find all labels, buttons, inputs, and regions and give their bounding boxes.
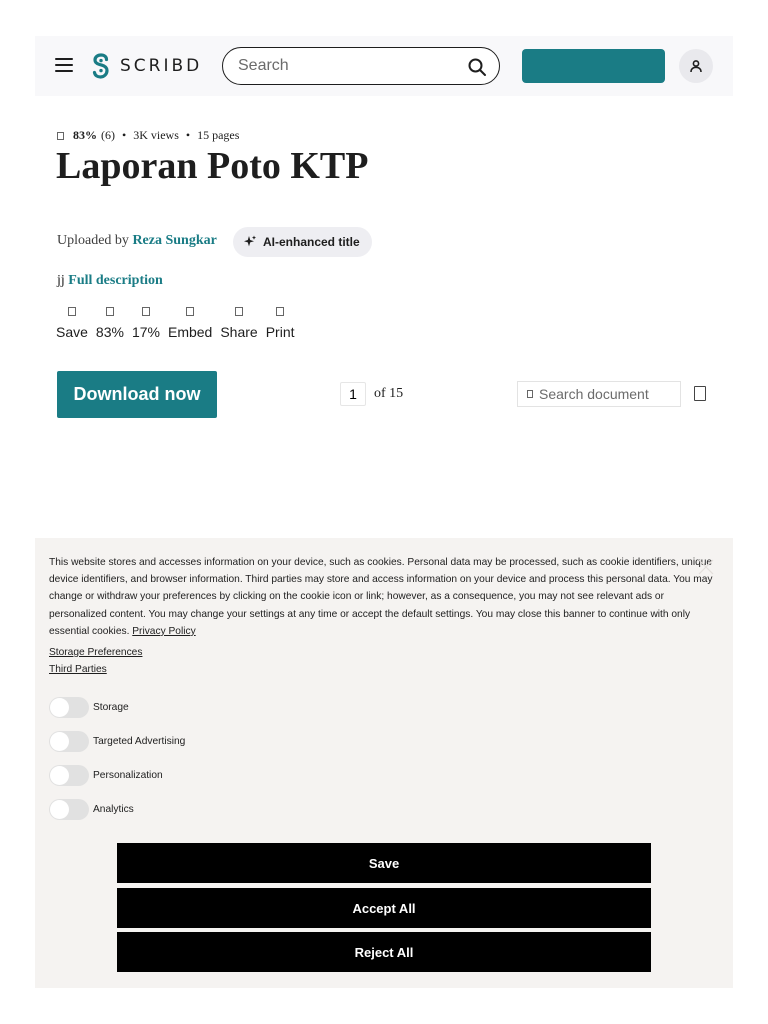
personalization-toggle-label: Personalization <box>93 770 163 781</box>
save-action-label: Save <box>56 324 88 340</box>
rating-icon <box>57 132 64 140</box>
targeted-advertising-toggle-row <box>49 731 185 752</box>
site-search[interactable] <box>222 47 500 85</box>
share-action[interactable] <box>220 307 257 340</box>
search-document-icon <box>527 390 533 398</box>
rating-count: (6) <box>101 128 115 142</box>
page-number-input[interactable] <box>340 382 366 406</box>
scribd-logo-icon <box>91 53 111 79</box>
thumbs-down-icon <box>142 307 150 316</box>
ai-enhanced-badge[interactable] <box>233 227 372 257</box>
share-icon <box>235 307 243 316</box>
targeted-advertising-toggle[interactable] <box>49 731 89 752</box>
uploader-line <box>57 233 217 249</box>
analytics-toggle-row <box>49 799 134 820</box>
storage-preferences-link[interactable]: Storage Preferences <box>49 647 143 658</box>
embed-icon <box>186 307 194 316</box>
bookmark-icon <box>68 307 76 316</box>
upvote-action[interactable] <box>96 307 124 340</box>
user-account-button[interactable] <box>679 49 713 83</box>
reject-all-button[interactable]: Reject All <box>117 932 651 972</box>
site-search-input[interactable] <box>238 57 458 75</box>
document-title: Laporan Poto KTP <box>56 145 369 187</box>
save-action[interactable] <box>56 307 88 340</box>
upvote-action-label: 83% <box>95 324 124 340</box>
sparkle-icon <box>243 235 257 249</box>
user-icon <box>689 59 703 73</box>
uploader-link[interactable]: Reza Sungkar <box>132 233 217 248</box>
cookie-banner-text <box>49 554 717 640</box>
uploaded-by-label: Uploaded by <box>57 233 129 248</box>
share-action-label: Share <box>220 324 258 340</box>
search-icon[interactable] <box>467 57 487 77</box>
page-navigator <box>340 382 403 406</box>
embed-action[interactable] <box>168 307 212 340</box>
cookie-notice: This website stores and accesses information on your device, such as cookies. Personal data may be processed, such as cookie identifiers, unique device identifiers, and browser information. Third parties may store and access information on your device and process this personal data. You may change or withdraw your preferences by clicking on the cookie icon or link; however, as a consequence, you may not see relevant ads or personalized content. You may change your settings at any time or accept the default settings. You may close this banner to continue with only essential cookies. <box>49 557 713 637</box>
downvote-action-label: 17% <box>131 324 160 340</box>
description-text: jj <box>57 273 65 288</box>
hamburger-menu-icon[interactable] <box>55 58 73 72</box>
view-count: 3K views <box>133 128 179 142</box>
top-navbar <box>35 36 733 96</box>
targeted-advertising-toggle-label: Targeted Advertising <box>93 736 186 747</box>
document-search[interactable] <box>517 381 681 407</box>
scribd-logo[interactable] <box>91 52 202 80</box>
ai-badge-label: AI-enhanced title <box>263 235 360 249</box>
header-cta-button[interactable] <box>522 49 665 83</box>
page-total: of 15 <box>374 386 404 401</box>
cookie-consent-banner <box>35 538 733 988</box>
rating-percent: 83% <box>73 128 97 142</box>
analytics-toggle[interactable] <box>49 799 89 820</box>
print-icon <box>276 307 284 316</box>
fullscreen-icon[interactable] <box>694 386 706 401</box>
page-count: 15 pages <box>197 128 240 142</box>
personalization-toggle-row <box>49 765 163 786</box>
personalization-toggle[interactable] <box>49 765 89 786</box>
accept-all-button[interactable]: Accept All <box>117 888 651 928</box>
analytics-toggle-label: Analytics <box>93 804 134 815</box>
print-action-label: Print <box>265 324 295 340</box>
storage-toggle-label: Storage <box>93 702 129 713</box>
close-banner-icon[interactable] <box>695 556 717 578</box>
privacy-policy-link[interactable]: Privacy Policy <box>132 625 196 637</box>
document-actions <box>56 307 303 340</box>
document-search-input[interactable] <box>539 386 669 402</box>
downvote-action[interactable] <box>132 307 160 340</box>
cookie-save-button[interactable]: Save <box>117 843 651 883</box>
third-parties-link[interactable]: Third Parties <box>49 664 107 675</box>
logo-text: SCRIBD <box>120 56 203 76</box>
description <box>57 273 163 289</box>
document-meta: 83% (6) • 3K views • 15 pages <box>57 128 239 143</box>
embed-action-label: Embed <box>167 324 213 340</box>
thumbs-up-icon <box>106 307 114 316</box>
full-description-link[interactable]: Full description <box>68 273 163 288</box>
storage-toggle-row <box>49 697 129 718</box>
print-action[interactable] <box>266 307 295 340</box>
download-now-button[interactable]: Download now <box>57 371 217 418</box>
storage-toggle[interactable] <box>49 697 89 718</box>
